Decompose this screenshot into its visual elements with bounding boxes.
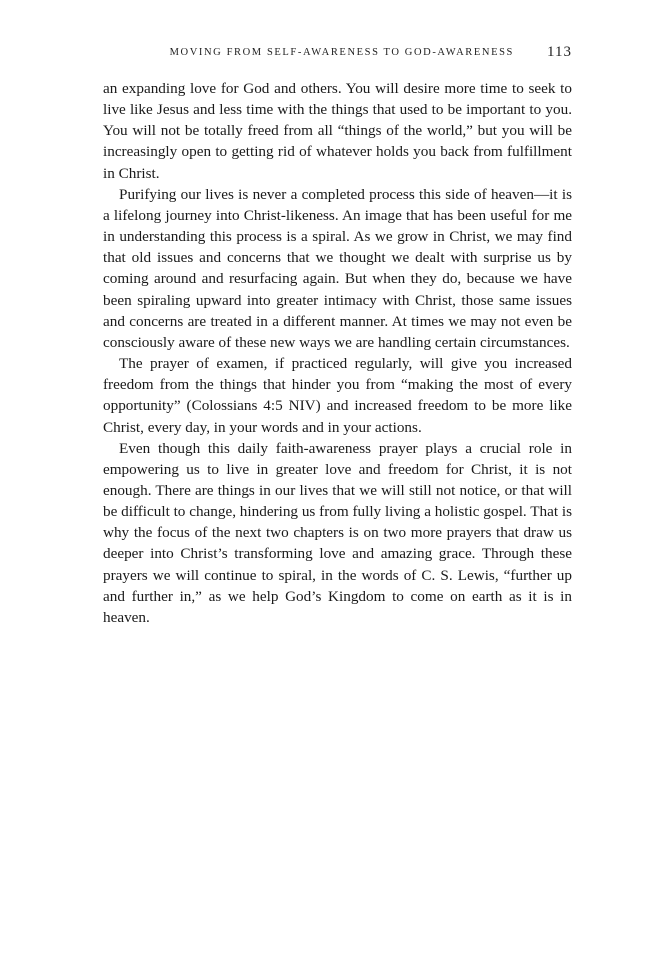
running-title: MOVING FROM SELF-AWARENESS TO GOD-AWARENESS <box>169 47 514 58</box>
running-head <box>104 44 572 65</box>
paragraph-continuation: an expanding love for God and others. You will desire more time to seek to live like Jesus and less time with the things that used to be important to you. You will not be totally freed from all “things of the world,” but you will be increasingly open to getting rid of whatever holds you back from fulfillment in Christ. <box>103 80 572 182</box>
paragraph: Purifying our lives is never a completed process this side of heaven—it is a lifelong journey into Christ-likeness. An image that has been useful for me in understanding this process is a spiral. As we grow in Christ, we may find that old issues and concerns that we thought we dealt with surprise us by coming around and resurfacing again. But when they do, because we have been spiraling upward into greater intimacy with Christ, those same issues and concerns are treated in a different manner. At times we may not even be consciously aware of these new ways we are handling certain circumstances. <box>103 185 572 351</box>
paragraph: Even though this daily faith-awareness prayer plays a crucial role in empowering us to live in greater love and freedom for Christ, it is not enough. There are things in our lives that we will still not notice, or that will be difficult to change, hindering us from fully living a holistic gospel. That is why the focus of the next two chapters is on two more prayers that draw us deeper into Christ’s transforming love and amazing grace. Through these prayers we will continue to spiral, in the words of C. S. Lewis, “further up and further in,” as we help God’s Kingdom to come on earth as it is in heaven. <box>103 439 572 626</box>
body-text <box>103 78 572 628</box>
page-number: 113 <box>547 44 572 60</box>
paragraph: The prayer of examen, if practiced regularly, will give you increased freedom from the things that hinder you from “making the most of every opportunity” (Colossians 4:5 NIV) and increased freedom to be more like Christ, every day, in your words and in your actions. <box>103 355 572 436</box>
